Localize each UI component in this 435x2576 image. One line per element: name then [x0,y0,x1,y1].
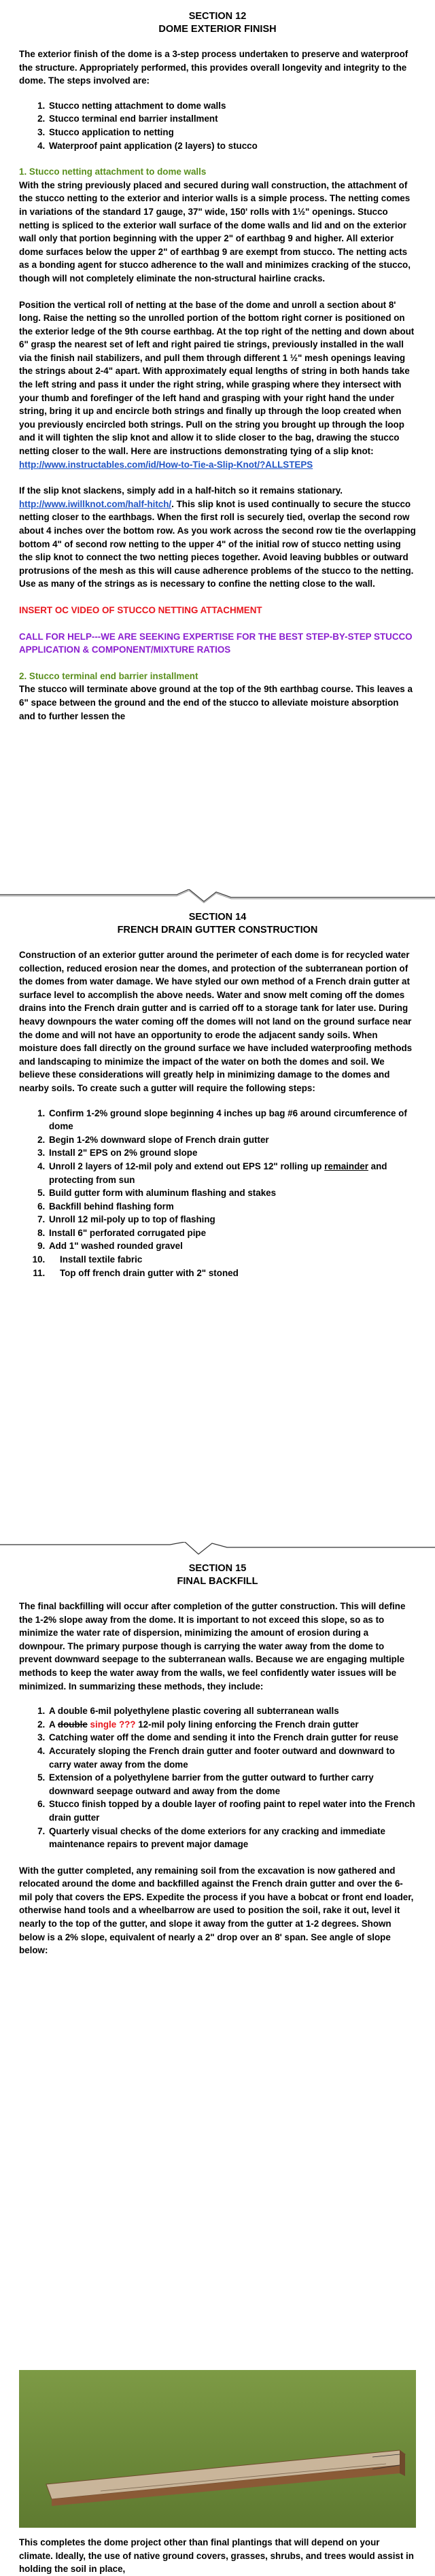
item-text: 12-mil poly lining enforcing the French drain gutter [135,1719,359,1730]
list-item: 10. Install textile fabric [48,1253,416,1267]
paragraph-text: . This slip knot is used continually to secure the stucco netting closer to the earthbags. When the first roll is securely tied, overlap the second row about 4 inches over the bottom row. As you work across the second row tie the overlapping bottom 4" of second row netting to the upper 4" of the initial row of stucco netting using the slip knot to connect the two netting pieces together. Avoid leaving bubbles or outward protrusions of the mesh as this will cause adherence problems of the stucco to the netting. Use as many of the strings as is necessary to confine the netting close to the wall. [19,498,416,589]
closing-paragraph: This completes the dome project other than final plantings that will depend on your climate. Ideally, the use of native ground covers, grasses, shrubs, and trees would assist in holding the soil in place, [19,2537,414,2575]
section-12-body [19,48,416,723]
methods-list [19,1704,416,1851]
item-text: and protecting from sun [49,1161,387,1185]
list-item: 2. Begin 1-2% downward slope of French drain gutter [48,1133,416,1147]
ground-surface [19,2370,416,2528]
red-note: single ??? [90,1719,136,1730]
list-item: 11. Top off french drain gutter with 2" stoned [48,1267,416,1280]
closing-body [19,2536,416,2576]
barrier-paragraph: The stucco will terminate above ground at the top of the 9th earthbag course. This leaves a 6" space between the ground and the end of the stucco to alleviate moisture absorption and to further lessen the [19,684,413,721]
intro-paragraph: The final backfilling will occur after completion of the gutter construction. This will define the 1-2% slope away from the dome. It is important to not exceed this slope, so as to minimize the water rate of dispersion, minimizing the amount of erosion during a downpour. The primary purpose though is carrying the water away from the dome to prevent downward seepage to the subterranean walls. Because we are engaging multiple methods to keep the water away from the walls, we feel confidently water issues will be minimized. In summarizing these methods, they include: [19,1601,406,1691]
call-for-help-note: CALL FOR HELP---WE ARE SEEKING EXPERTISE FOR THE BEST STEP-BY-STEP STUCCO APPLICATION & COMPONENT/MIXTURE RATIOS [19,631,413,655]
half-hitch-link[interactable]: http://www.iwillknot.com/half-hitch/ [19,498,172,509]
page-break-divider [0,1542,435,1560]
section-14 [0,911,435,1280]
list-item: 7. Quarterly visual checks of the dome exteriors for any cracking and immediate maintenance repairs to prevent major damage [48,1825,416,1851]
slope-diagram [19,2370,416,2528]
intro-paragraph: The exterior finish of the dome is a 3-step process undertaken to preserve and waterproof the structure. Appropriately performed, this provides overall longevity and integrity to the dome. The steps involved are: [19,49,408,86]
slip-knot-link[interactable]: http://www.instructables.com/id/How-to-Tie-a-Slip-Knot/?ALLSTEPS [19,459,313,470]
section-title: FRENCH DRAIN GUTTER CONSTRUCTION [117,925,318,935]
video-placeholder-note: INSERT OC VIDEO OF STUCCO NETTING ATTACHMENT [19,604,262,615]
list-item [48,1160,416,1186]
list-item: 3. Catching water off the dome and sending it into the French drain gutter for reuse [48,1731,416,1745]
item-text-underlined: remainder [324,1161,368,1171]
position-paragraph: Position the vertical roll of netting at the base of the dome and unroll a section about 8' long. Raise the netting so the unrolled portion of the bottom right corner is positioned on the exterior ledge of the 9th course earthbag. At the top right of the netting and down about 6" grasp the nearest set of left and right paired tie strings, previously installed in the wall via the finish nail stabilizers, and pull them through different 1 ½" mesh openings leaving the strings about 2-4" apart. With approximately equal lengths of string in both hands take the left string and pass it under the right string, while grasping where they intersect with your thumb and forefinger of the left hand and grasping with your right hand the under string, bring it up and encircle both strings and finally up through the loop created when you previously encircled both strings. Pull on the string you brought up through the loop and it will tighten the slip knot and allow it to slide closer to the bag, drawing the stucco netting closer to the wall. Here are instructions demonstrating tying of a slip knot: [19,299,415,457]
section-15-body [19,1600,416,1957]
half-hitch-paragraph [19,484,416,591]
list-item: 4. Accurately sloping the French drain gutter and footer outward and downward to carry water away from the dome [48,1745,416,1771]
list-item: 1. Confirm 1-2% ground slope beginning 4 inches up bag #6 around circumference of dome [48,1107,416,1133]
netting-paragraph: With the string previously placed and secured during wall construction, the attachment of the stucco netting to the exterior and interior walls is a simple process. The netting comes in variations of the standard 17 gauge, 37" wide, 150' rolls with 1½" openings. Stucco netting is spliced to the exterior wall surface of the dome walls and lid and on the exterior wall only that portion beginning with the upper 2" of earthbag 9 and higher. All exterior dome surfaces below the upper 2" of earthbag 9 are exempt from stucco. The netting acts as a bonding agent for stucco adherence to the wall and minimizes cracking of the stucco, though will not completely eliminate the non-structural hairline cracks. [19,179,411,284]
steps-list [19,99,416,152]
ramp-end [400,2450,405,2476]
page-break-divider [0,889,435,907]
intro-paragraph: Construction of an exterior gutter around the perimeter of each dome is for recycled water collection, reduced erosion near the domes, and protection of the subterranean portion of the domes from water damage. We have styled our own method of a French drain gutter at surface level to accomplish the above needs. Water and snow melt coming off the domes drains into the French drain gutter and is carried off to a storage tank for later use. During heavy downpours the water coming off the domes will not land on the ground surface near the dome and will not have an opportunity to erode the adjacent sandy soils. When moisture does fall directly on the ground surface we have included waterproofing methods and landscaping to minimize the impact of the water on both the domes and soil. We believe these considerations will greatly help in minimizing damage to the domes and nearby soils. To create such a gutter will require the following steps: [19,950,413,1093]
steps-list [19,1107,416,1280]
list-item: 1. A double 6-mil polyethylene plastic covering all subterranean walls [48,1704,416,1718]
backfill-paragraph: With the gutter completed, any remaining soil from the excavation is now gathered and relocated around the dome and backfilled against the French drain gutter and over the 6-mil poly that covers the EPS. Expedite the process if you have a bobcat or front end loader, otherwise hand tools and a wheelbarrow are used to position the soil, rake it out, level it nearly to the top of the gutter, and slope it away from the gutter at 1-2 degrees. Shown below is a 2% slope, equivalent of nearly a 2" drop over an 8' span. See angle of slope below: [19,1865,414,1956]
list-item: 8. Install 6" perforated corrugated pipe [48,1226,416,1240]
list-item: 6. Stucco finish topped by a double layer of roofing paint to repel water into the French drain gutter [48,1798,416,1824]
list-item: 3. Install 2" EPS on 2% ground slope [48,1146,416,1160]
list-item: 5. Extension of a polyethylene barrier from the gutter outward to further carry downward seepage outward and away from the dome [48,1771,416,1798]
list-item: 4. Waterproof paint application (2 layers) to stucco [48,139,416,153]
subheading-barrier: 2. Stucco terminal end barrier installment [19,670,198,681]
list-item: 7. Unroll 12 mil-poly up to top of flashing [48,1213,416,1226]
paragraph-text: If the slip knot slackens, simply add in a half-hitch so it remains stationary. [19,485,343,496]
section-number: SECTION 14 [188,912,247,923]
section-title: FINAL BACKFILL [177,1576,258,1587]
list-item: 9. Add 1" washed rounded gravel [48,1239,416,1253]
list-item: 6. Backfill behind flashing form [48,1200,416,1214]
item-text: Unroll 2 layers of 12-mil poly and extend out EPS 12" rolling up [49,1161,325,1171]
section-15 [0,1562,435,1957]
struck-text: double [57,1719,88,1730]
list-item: 2. Stucco terminal end barrier installment [48,112,416,126]
closing-section [0,2536,435,2576]
section-number: SECTION 15 [188,1563,247,1574]
section-12 [0,0,435,723]
list-item: 2. A double single ??? 12-mil poly lining enforcing the French drain gutter [48,1718,416,1732]
slope-illustration [19,2370,416,2528]
list-item: 5. Build gutter form with aluminum flashing and stakes [48,1186,416,1200]
section-title: DOME EXTERIOR FINISH [158,24,277,35]
section-number: SECTION 12 [188,11,247,22]
subheading-netting: 1. Stucco netting attachment to dome walls [19,167,207,177]
list-item: 1. Stucco netting attachment to dome walls [48,99,416,113]
list-item: 3. Stucco application to netting [48,126,416,139]
section-14-body [19,948,416,1280]
